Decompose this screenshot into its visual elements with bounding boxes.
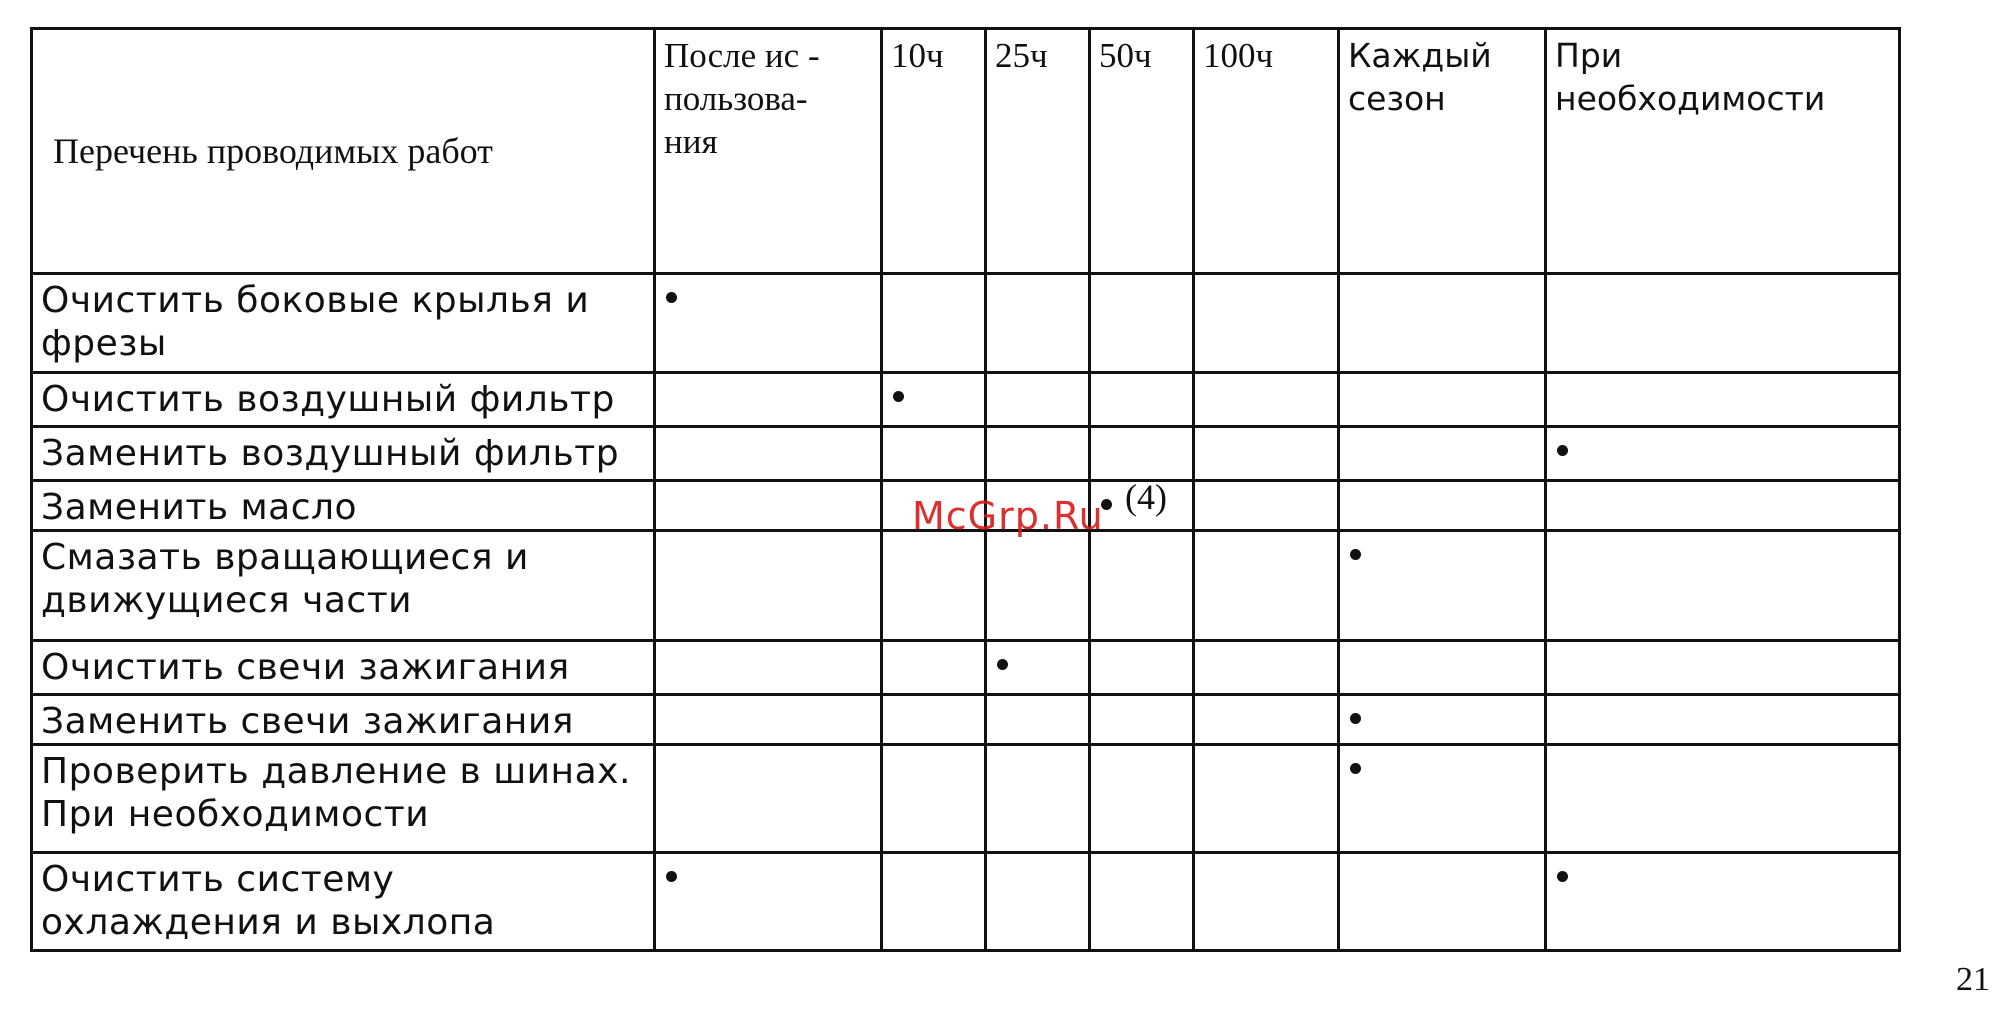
interval-cell [882, 531, 986, 641]
interval-cell [655, 531, 882, 641]
interval-cell [1090, 695, 1194, 745]
task-cell [32, 641, 655, 695]
interval-cell [1194, 481, 1339, 531]
interval-cell [1194, 695, 1339, 745]
interval-cell [986, 274, 1090, 373]
interval-header-25h: 25ч [986, 29, 1090, 274]
interval-cell [655, 427, 882, 481]
bullet-mark-icon [1350, 713, 1361, 724]
task-label: Смазать вращающиеся и движущиеся части [41, 537, 529, 621]
task-label: Очистить систему охлаждения и выхлопа [41, 859, 496, 943]
task-label: Заменить масло [41, 487, 358, 528]
task-label: Заменить свечи зажигания [41, 701, 574, 742]
interval-cell [1339, 373, 1546, 427]
interval-cell [986, 745, 1090, 853]
interval-cell [1339, 853, 1546, 951]
interval-cell [1546, 695, 1900, 745]
task-column-header: Перечень проводимых работ [32, 29, 655, 274]
interval-cell [1546, 853, 1900, 951]
interval-cell [882, 745, 986, 853]
interval-cell [655, 641, 882, 695]
interval-cell [882, 853, 986, 951]
task-label: Проверить давление в шинах. При необходимости [41, 751, 631, 835]
interval-cell [1194, 274, 1339, 373]
interval-cell [882, 373, 986, 427]
interval-cell [882, 641, 986, 695]
interval-header-50h: 50ч [1090, 29, 1194, 274]
interval-header-after-use: После ис - пользова- ния [655, 29, 882, 274]
task-cell [32, 427, 655, 481]
interval-cell [1339, 641, 1546, 695]
interval-cell [1339, 481, 1546, 531]
interval-cell [986, 695, 1090, 745]
task-label: Очистить боковые крылья и фрезы [41, 280, 590, 364]
interval-cell [1546, 531, 1900, 641]
interval-cell [1339, 274, 1546, 373]
interval-cell [1339, 695, 1546, 745]
interval-cell [1090, 853, 1194, 951]
table-row [32, 531, 1900, 641]
task-cell [32, 745, 655, 853]
watermark: McGrp.Ru [912, 494, 1104, 538]
interval-cell [655, 695, 882, 745]
interval-cell [882, 427, 986, 481]
interval-cell [1194, 853, 1339, 951]
interval-cell [1339, 427, 1546, 481]
interval-cell [1546, 481, 1900, 531]
task-cell [32, 274, 655, 373]
table-row [32, 695, 1900, 745]
interval-cell [1546, 373, 1900, 427]
table-row [32, 853, 1900, 951]
interval-cell [986, 853, 1090, 951]
bullet-mark-icon [1557, 871, 1568, 882]
interval-cell [1090, 274, 1194, 373]
maintenance-schedule-table [30, 27, 1901, 952]
interval-cell [986, 641, 1090, 695]
task-label: Очистить свечи зажигания [41, 647, 570, 688]
task-cell [32, 853, 655, 951]
interval-header-100h: 100ч [1194, 29, 1339, 274]
interval-cell [1546, 427, 1900, 481]
interval-cell [1194, 373, 1339, 427]
interval-cell [655, 481, 882, 531]
interval-cell [1194, 531, 1339, 641]
task-cell [32, 695, 655, 745]
bullet-mark-icon [666, 292, 677, 303]
interval-cell [1546, 274, 1900, 373]
interval-cell [655, 853, 882, 951]
table-row [32, 274, 1900, 373]
interval-cell [1194, 641, 1339, 695]
bullet-mark-icon [1350, 549, 1361, 560]
interval-cell [1090, 641, 1194, 695]
bullet-mark-icon [893, 391, 904, 402]
interval-cell [986, 427, 1090, 481]
interval-cell [1546, 745, 1900, 853]
bullet-mark-icon [997, 659, 1008, 670]
bullet-mark-icon [666, 871, 677, 882]
task-cell [32, 481, 655, 531]
interval-cell [1090, 373, 1194, 427]
interval-cell [1090, 531, 1194, 641]
table-row [32, 745, 1900, 853]
interval-header-as-needed: При необходимости [1546, 29, 1900, 274]
footnote-ref: (4) [1125, 477, 1167, 517]
task-cell [32, 531, 655, 641]
page-number: 21 [1956, 961, 1990, 998]
interval-cell [1090, 427, 1194, 481]
table-row [32, 427, 1900, 481]
task-cell [32, 373, 655, 427]
task-label: Очистить воздушный фильтр [41, 379, 615, 420]
interval-cell [1339, 745, 1546, 853]
interval-cell [986, 373, 1090, 427]
interval-cell [882, 695, 986, 745]
interval-header-10h: 10ч [882, 29, 986, 274]
table-row [32, 641, 1900, 695]
table-row [32, 373, 1900, 427]
interval-cell [1194, 745, 1339, 853]
bullet-mark-icon [1557, 445, 1568, 456]
task-label: Заменить воздушный фильтр [41, 433, 620, 474]
interval-cell [1194, 427, 1339, 481]
interval-cell [655, 274, 882, 373]
interval-cell [655, 745, 882, 853]
interval-cell [1090, 477, 1194, 531]
interval-cell [1546, 641, 1900, 695]
interval-cell [1339, 531, 1546, 641]
interval-cell [986, 531, 1090, 641]
header-row [32, 29, 1900, 274]
interval-cell [882, 274, 986, 373]
interval-header-each-season: Каждый сезон [1339, 29, 1546, 274]
interval-cell [655, 373, 882, 427]
bullet-mark-icon [1350, 763, 1361, 774]
interval-cell [1090, 745, 1194, 853]
